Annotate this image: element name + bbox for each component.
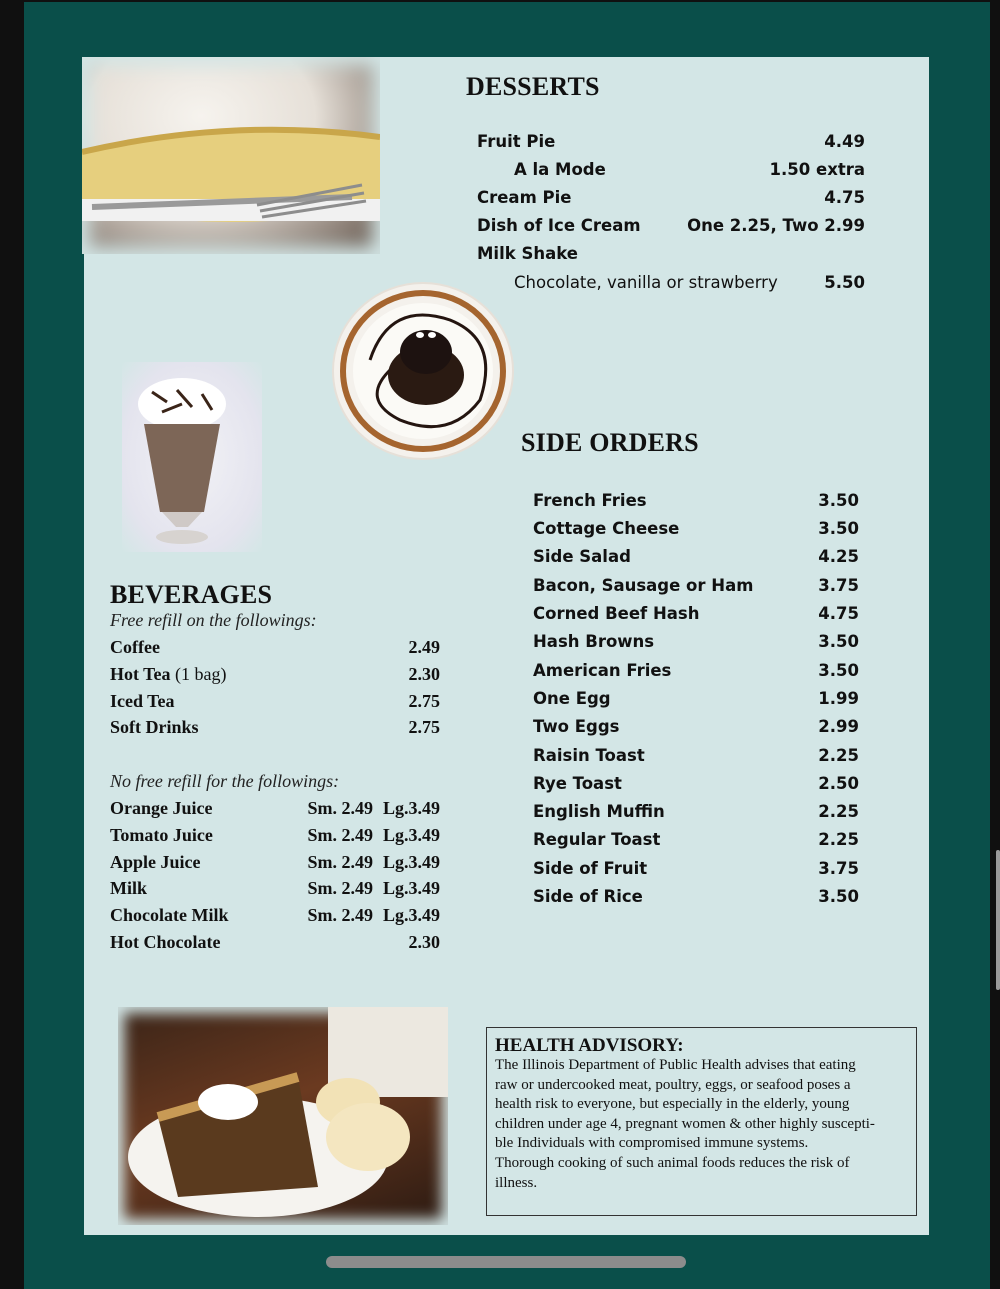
milkshake-photo <box>122 362 262 552</box>
item-price-large: Lg.3.49 <box>382 825 440 845</box>
item-price: 2.75 <box>408 717 440 737</box>
side-item <box>533 746 859 765</box>
dessert-item-fruit-pie <box>477 132 865 151</box>
item-name: Hash Browns <box>533 632 655 651</box>
item-price: 4.49 <box>824 132 865 151</box>
horizontal-scrollbar[interactable] <box>326 1256 686 1268</box>
advisory-line: The Illinois Department of Public Health advises that eating <box>495 1057 856 1073</box>
dessert-item-milk-shake <box>477 244 865 263</box>
item-price: 2.25 <box>818 802 859 821</box>
item-price: 2.49 <box>408 637 440 657</box>
item-price: 1.99 <box>818 689 859 708</box>
item-name: French Fries <box>533 491 647 510</box>
item-name: Fruit Pie <box>477 132 556 151</box>
side-orders-heading: SIDE ORDERS <box>521 428 699 457</box>
item-name: A la Mode <box>514 160 606 179</box>
beverage-item <box>110 664 440 685</box>
item-name: Side of Rice <box>533 887 643 906</box>
side-item <box>533 576 859 595</box>
advisory-line: health risk to everyone, but especially in the elderly, young <box>495 1096 850 1113</box>
item-name: Tomato Juice <box>110 825 213 845</box>
item-name: Apple Juice <box>110 852 201 872</box>
item-price-small: Sm. 2.49 <box>307 825 373 845</box>
item-price: 3.50 <box>818 632 859 651</box>
pecan-pie-photo <box>118 1007 448 1225</box>
item-price: 3.50 <box>818 661 859 680</box>
beverage-item <box>110 825 440 846</box>
advisory-line: illness. <box>495 1174 538 1191</box>
item-name: Rye Toast <box>533 774 622 793</box>
item-price: 3.50 <box>818 519 859 538</box>
beverage-item <box>110 637 440 658</box>
item-price: 3.75 <box>818 576 859 595</box>
item-name: Dish of Ice Cream <box>477 216 641 235</box>
item-name: Chocolate Milk <box>110 905 229 925</box>
item-price: 4.75 <box>818 604 859 623</box>
item-name: Hot Chocolate <box>110 932 221 952</box>
beverage-item <box>110 905 440 926</box>
item-price-large: Lg.3.49 <box>382 798 440 818</box>
item-name: Corned Beef Hash <box>533 604 700 623</box>
item-price: 2.75 <box>408 691 440 711</box>
item-price-large: Lg.3.49 <box>382 905 440 925</box>
item-name: Coffee <box>110 637 160 657</box>
side-item <box>533 887 859 906</box>
side-item <box>533 717 859 736</box>
item-name: Cream Pie <box>477 188 572 207</box>
side-item <box>533 802 859 821</box>
dessert-item-cream-pie <box>477 188 865 207</box>
beverage-item <box>110 717 440 738</box>
item-name: Two Eggs <box>533 717 620 736</box>
item-price: 3.50 <box>818 887 859 906</box>
item-price: 2.99 <box>818 717 859 736</box>
beverage-item <box>110 798 440 819</box>
beverage-item <box>110 878 440 899</box>
item-name: Cottage Cheese <box>533 519 680 538</box>
item-name: Raisin Toast <box>533 746 645 765</box>
beverage-item <box>110 691 440 712</box>
advisory-line: Thorough cooking of such animal foods reduces the risk of <box>495 1154 850 1171</box>
item-price-small: Sm. 2.49 <box>307 878 373 898</box>
item-name: Hot Tea <box>110 664 171 684</box>
health-advisory-box <box>486 1027 917 1216</box>
item-price-small: Sm. 2.49 <box>307 798 373 818</box>
side-item <box>533 491 859 510</box>
dessert-item-milk-shake-flavors <box>514 273 865 292</box>
item-price-large: Lg.3.49 <box>382 878 440 898</box>
item-name: Milk <box>110 878 148 898</box>
vertical-scrollbar[interactable] <box>996 850 1000 990</box>
item-price: 2.50 <box>818 774 859 793</box>
item-name: English Muffin <box>533 802 665 821</box>
health-advisory-text <box>495 1056 908 1193</box>
chocolate-cake-plate-photo <box>330 280 516 462</box>
dessert-item-ice-cream <box>477 216 865 235</box>
item-price: 2.30 <box>408 664 440 684</box>
dessert-item-a-la-mode <box>514 160 865 179</box>
item-price: 3.75 <box>818 859 859 878</box>
item-name: Side of Fruit <box>533 859 648 878</box>
free-refill-note: Free refill on the followings: <box>110 610 317 630</box>
item-name: Iced Tea <box>110 691 175 711</box>
item-price: 1.50 extra <box>769 160 865 179</box>
item-name: Soft Drinks <box>110 717 199 737</box>
item-note: (1 bag) <box>170 664 227 684</box>
item-name: Milk Shake <box>477 244 578 263</box>
advisory-line: raw or undercooked meat, poultry, eggs, or seafood poses a <box>495 1076 851 1093</box>
item-name: Bacon, Sausage or Ham <box>533 576 754 595</box>
item-price: 2.25 <box>818 830 859 849</box>
item-price: 3.50 <box>818 491 859 510</box>
item-price: 2.30 <box>408 932 440 952</box>
side-item <box>533 859 859 878</box>
side-item <box>533 689 859 708</box>
item-price: 4.25 <box>818 547 859 566</box>
item-name: Chocolate, vanilla or strawberry <box>514 273 778 292</box>
side-item <box>533 632 859 651</box>
item-name: Regular Toast <box>533 830 661 849</box>
item-price: 2.25 <box>818 746 859 765</box>
item-price-large: Lg.3.49 <box>382 852 440 872</box>
side-item <box>533 661 859 680</box>
side-item <box>533 604 859 623</box>
desserts-heading: DESSERTS <box>466 72 600 101</box>
item-name: American Fries <box>533 661 672 680</box>
item-name: Side Salad <box>533 547 631 566</box>
item-price: One 2.25, Two 2.99 <box>687 216 865 235</box>
advisory-line: ble Individuals with compromised immune systems. <box>495 1135 809 1152</box>
advisory-line: children under age 4, pregnant women & other highly suscepti- <box>495 1115 875 1132</box>
side-item <box>533 547 859 566</box>
item-price-small: Sm. 2.49 <box>307 852 373 872</box>
side-item <box>533 519 859 538</box>
item-price-small: Sm. 2.49 <box>307 905 373 925</box>
item-name: Orange Juice <box>110 798 213 818</box>
health-advisory-title: HEALTH ADVISORY: <box>495 1035 684 1056</box>
side-item <box>533 774 859 793</box>
beverages-heading: BEVERAGES <box>110 580 273 609</box>
no-refill-note: No free refill for the followings: <box>110 771 340 791</box>
item-price: 5.50 <box>824 273 865 292</box>
beverage-item-hot-chocolate <box>110 932 440 953</box>
item-name: One Egg <box>533 689 611 708</box>
side-item <box>533 830 859 849</box>
item-price: 4.75 <box>824 188 865 207</box>
beverage-item <box>110 852 440 873</box>
cream-pie-photo <box>82 57 380 254</box>
